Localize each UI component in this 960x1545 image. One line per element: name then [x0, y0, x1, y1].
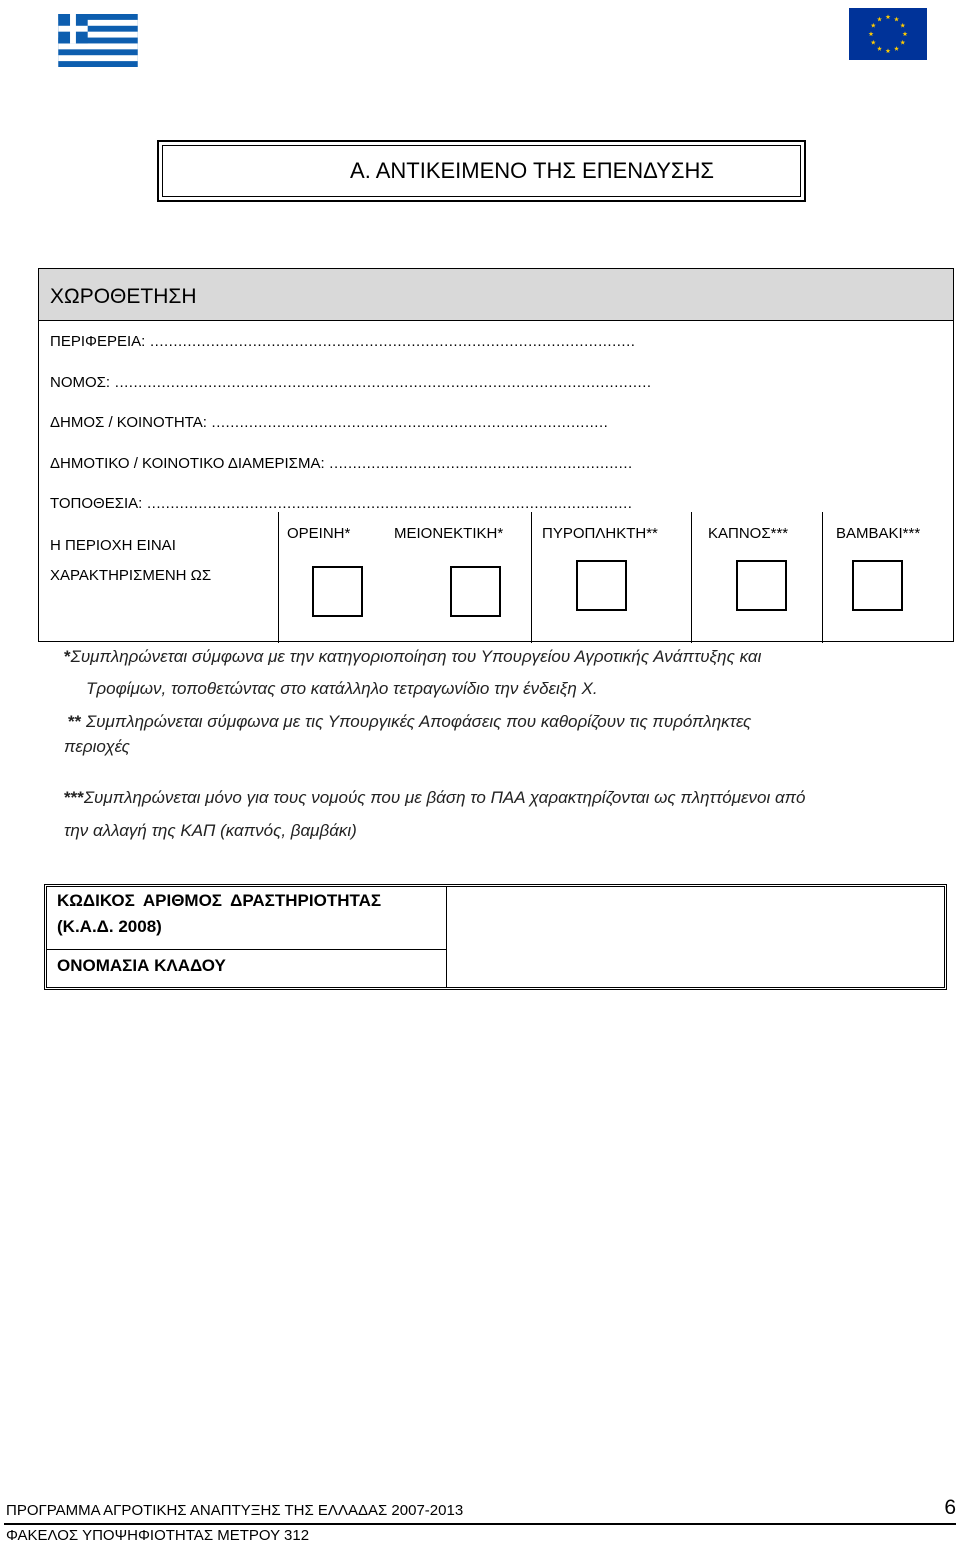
table-row-divider	[47, 949, 446, 950]
category-fire-affected: ΠΥΡΟΠΛΗΚΤΗ**	[542, 525, 658, 542]
category-tobacco: ΚΑΠΝΟΣ***	[708, 525, 789, 542]
note-3-line1: ***Συμπληρώνεται μόνο για τους νομούς που με βάση το ΠΑΑ χαρακτηρίζονται ως πληττόμενοι από	[64, 788, 806, 807]
category-cotton: ΒΑΜΒΑΚΙ***	[836, 525, 921, 542]
note-2-line2: περιοχές	[64, 737, 130, 756]
column-divider	[531, 512, 532, 643]
column-divider	[691, 512, 692, 643]
checkbox-fire-affected[interactable]	[576, 560, 627, 611]
field-prefecture[interactable]: ΝΟΜΟΣ: ...................................................................................................................	[50, 374, 652, 391]
column-divider	[278, 512, 279, 643]
category-mountainous: ΟΡΕΙΝΗ*	[287, 525, 351, 542]
section-title-box	[157, 140, 806, 202]
category-disadvantaged: ΜΕΙΟΝΕΚΤΙΚΗ*	[394, 525, 504, 542]
note-2-line1: ** Συμπληρώνεται σύμφωνα με τις Υπουργικές Αποφάσεις που καθορίζουν τις πυρόπληκτες	[68, 712, 752, 731]
note-1-line2: Τροφίμων, τοποθετώντας στο κατάλληλο τετραγωνίδιο την ένδειξη Χ.	[86, 679, 598, 698]
section-title: Α. ΑΝΤΙΚΕΙΜΕΝΟ ΤΗΣ ΕΠΕΝΔΥΣΗΣ	[162, 145, 801, 197]
footer-divider	[4, 1523, 956, 1525]
activity-code-label: ΚΩΔΙΚΟΣ ΑΡΙΘΜΟΣ ΔΡΑΣΤΗΡΙΟΤΗΤΑΣ	[57, 891, 382, 910]
checkbox-mountainous[interactable]	[312, 566, 363, 617]
branch-name-label: ΟΝΟΜΑΣΙΑ ΚΛΑΔΟΥ	[57, 956, 226, 975]
field-location[interactable]: ΤΟΠΟΘΕΣΙΑ: ........................................................................................................	[50, 495, 633, 512]
location-section	[38, 268, 954, 642]
footer-file: ΦΑΚΕΛΟΣ ΥΠΟΨΗΦΙΟΤΗΤΑΣ ΜΕΤΡΟΥ 312	[6, 1527, 310, 1544]
checkbox-disadvantaged[interactable]	[450, 566, 501, 617]
note-3-line2: την αλλαγή της ΚΑΠ (καπνός, βαμβάκι)	[64, 821, 357, 840]
column-divider	[822, 512, 823, 643]
checkbox-tobacco[interactable]	[736, 560, 787, 611]
activity-code-sub-label: (Κ.Α.Δ. 2008)	[57, 917, 162, 936]
region-label-line1: Η ΠΕΡΙΟΧΗ ΕΙΝΑΙ	[50, 537, 176, 554]
region-label-line2: ΧΑΡΑΚΤΗΡΙΣΜΕΝΗ ΩΣ	[50, 567, 212, 584]
eu-flag-icon	[849, 8, 927, 60]
footer-program: ΠΡΟΓΡΑΜΜΑ ΑΓΡΟΤΙΚΗΣ ΑΝΑΠΤΥΞΗΣ ΤΗΣ ΕΛΛΑΔΑΣ 2007-2013	[6, 1502, 464, 1519]
field-district[interactable]: ΔΗΜΟΤΙΚΟ / ΚΟΙΝΟΤΙΚΟ ΔΙΑΜΕΡΙΣΜΑ: .................................................................	[50, 455, 633, 472]
page-number: 6	[944, 1496, 956, 1519]
activity-code-table	[44, 884, 947, 990]
checkbox-cotton[interactable]	[852, 560, 903, 611]
field-region[interactable]: ΠΕΡΙΦΕΡΕΙΑ: ........................................................................................................	[50, 333, 636, 350]
greek-flag-icon	[58, 14, 138, 67]
location-heading: ΧΩΡΟΘΕΤΗΣΗ	[39, 269, 953, 321]
field-municipality[interactable]: ΔΗΜΟΣ / ΚΟΙΝΟΤΗΤΑ: .....................................................................................	[50, 414, 609, 431]
note-1-line1: *Συμπληρώνεται σύμφωνα με την κατηγοριοποίηση του Υπουργείου Αγροτικής Ανάπτυξης και	[64, 647, 762, 666]
branch-name-input[interactable]	[447, 950, 944, 987]
activity-code-input[interactable]	[447, 887, 944, 949]
